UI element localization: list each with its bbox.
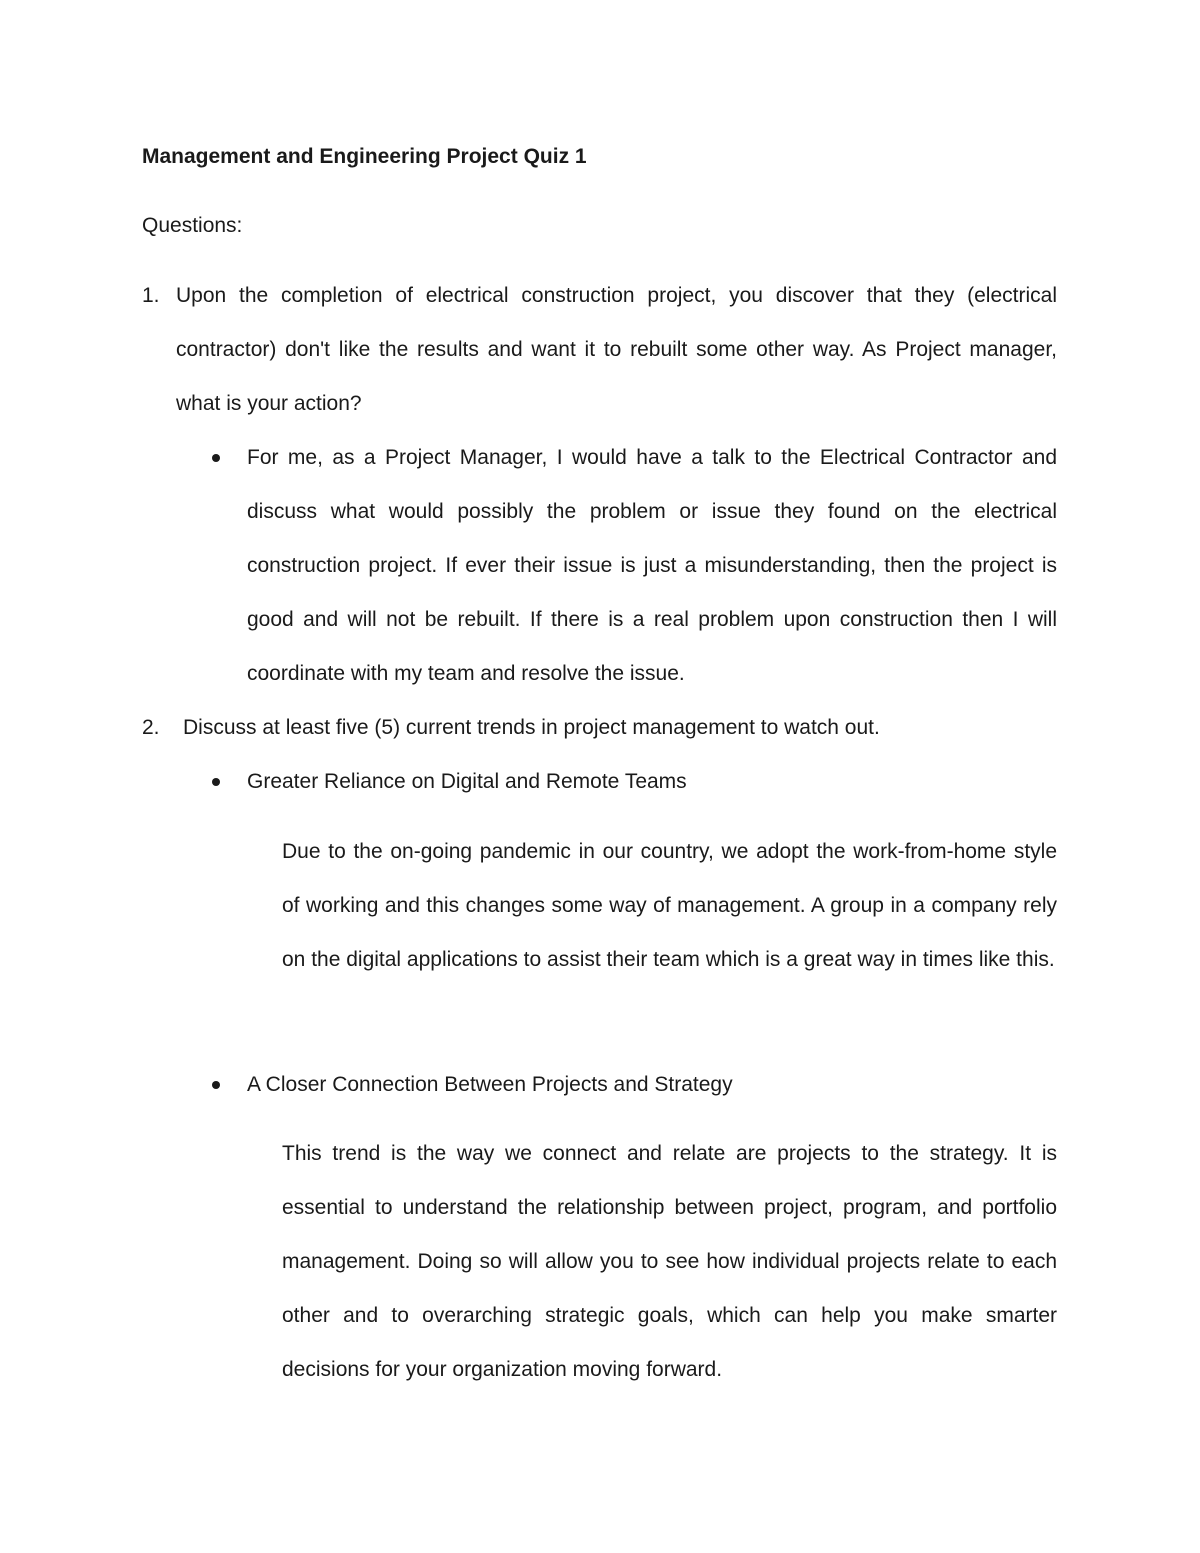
bullet-icon xyxy=(212,454,220,462)
trend-2-paragraph: This trend is the way we connect and relate are projects to the strategy. It is essential to understand the relationship between project, program, and portfolio management. Doing so will allow you to see how individual projects relate to each other and to overarching strategic goals, which can help you make smarter decisions for your organization moving forward. xyxy=(282,1142,1057,1381)
trend-2-heading-text: A Closer Connection Between Projects and Strategy xyxy=(247,1073,733,1096)
question-1 xyxy=(142,269,1057,431)
question-2-text: Discuss at least five (5) current trends in project management to watch out. xyxy=(183,716,880,739)
bullet-icon xyxy=(212,1081,220,1089)
bullet-icon xyxy=(212,778,220,786)
trend-1-heading xyxy=(212,755,1057,809)
question-2 xyxy=(142,701,1057,755)
question-1-number: 1. xyxy=(142,284,160,307)
question-1-answer-text: For me, as a Project Manager, I would have a talk to the Electrical Contractor and discuss what would possibly the problem or issue they found on the electrical construction project. If ever their issue is just a misunderstanding, then the project is good and will not be rebuilt. If there is a real problem upon construction then I will coordinate with my team and resolve the issue. xyxy=(247,446,1057,685)
trend-2-heading xyxy=(212,1058,1057,1112)
trend-1-paragraph: Due to the on-going pandemic in our country, we adopt the work-from-home style of working and this changes some way of management. A group in a company rely on the digital applications to assist their team which is a great way in times like this. xyxy=(282,840,1057,971)
question-1-answer xyxy=(212,431,1057,701)
questions-label: Questions: xyxy=(142,214,243,237)
question-2-number: 2. xyxy=(142,716,160,739)
document-title: Management and Engineering Project Quiz 1 xyxy=(142,145,587,168)
question-1-text: Upon the completion of electrical construction project, you discover that they (electrical contractor) don't like the results and want it to rebuilt some other way. As Project manager, what is your action? xyxy=(176,284,1057,415)
trend-1-heading-text: Greater Reliance on Digital and Remote Teams xyxy=(247,770,687,793)
